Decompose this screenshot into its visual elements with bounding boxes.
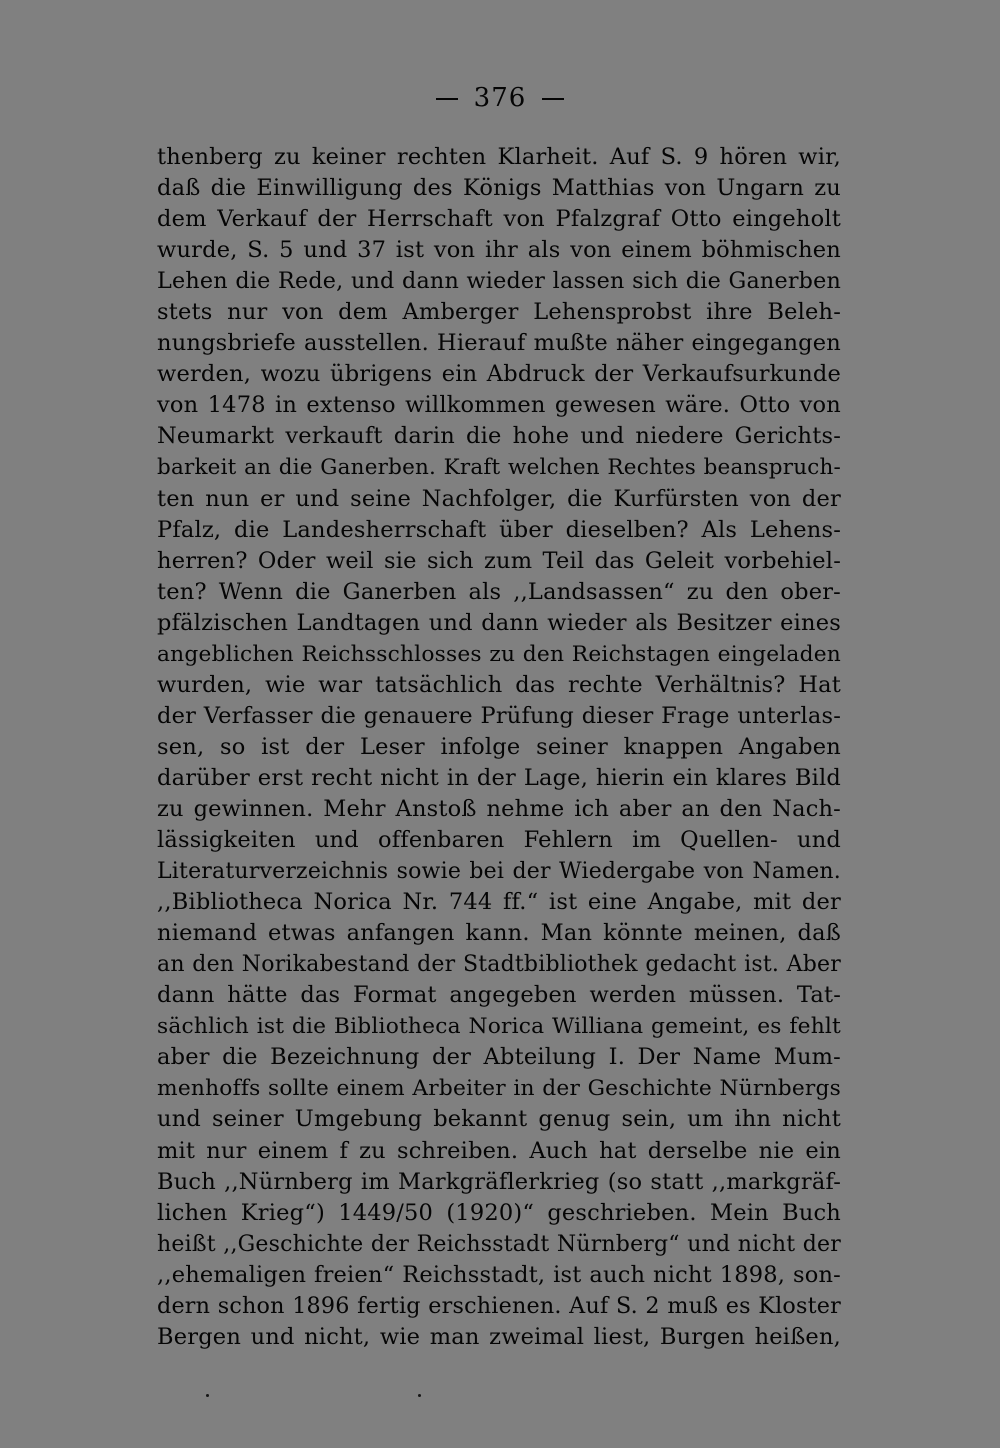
- text-line: lässigkeiten und offenbaren Fehlern im Quellen- und: [157, 827, 841, 854]
- text-line: und seiner Umgebung bekannt genug sein, um ihn nicht: [157, 1106, 841, 1133]
- text-line: sen, so ist der Leser infolge seiner knappen Angaben: [157, 733, 841, 760]
- text-line: ten nun er und seine Nachfolger, die Kurfürsten von der: [157, 485, 841, 512]
- page-number: 376: [473, 83, 527, 113]
- text-line: herren? Oder weil sie sich zum Teil das Geleit vorbehiel-: [157, 547, 841, 574]
- text-line: angeblichen Reichsschlosses zu den Reichstagen eingeladen: [157, 641, 841, 667]
- text-line: nungsbriefe ausstellen. Hierauf mußte näher eingegangen: [157, 330, 841, 357]
- text-line: niemand etwas anfangen kann. Man könnte meinen, daß: [157, 920, 841, 947]
- print-speck: [418, 1394, 421, 1397]
- text-line: heißt ,,Geschichte der Reichsstadt Nürnberg“ und nicht der: [157, 1231, 841, 1257]
- text-line: sächlich ist die Bibliotheca Norica Williana gemeint, es fehlt: [157, 1014, 841, 1040]
- text-line: thenberg zu keiner rechten Klarheit. Auf S. 9 hören wir,: [157, 144, 841, 170]
- text-line: der Verfasser die genauere Prüfung dieser Frage unterlas-: [157, 702, 841, 729]
- text-line: darüber erst recht nicht in der Lage, hierin ein klares Bild: [157, 764, 841, 791]
- text-line: an den Norikabestand der Stadtbibliothek gedacht ist. Aber: [157, 952, 841, 978]
- text-line: mit nur einem f zu schreiben. Auch hat derselbe nie ein: [157, 1137, 841, 1164]
- text-line: lichen Krieg“) 1449/50 (1920)“ geschrieben. Mein Buch: [157, 1199, 841, 1226]
- text-line: Bergen und nicht, wie man zweimal liest, Burgen heißen,: [157, 1323, 841, 1350]
- body-text: [157, 142, 841, 1353]
- header-dash-right: [542, 98, 564, 100]
- print-speck: [206, 1394, 209, 1397]
- text-line: ,,Bibliotheca Norica Nr. 744 ff.“ ist eine Angabe, mit der: [157, 889, 841, 916]
- text-line: dem Verkauf der Herrschaft von Pfalzgraf Otto eingeholt: [157, 206, 841, 233]
- text-line: dann hätte das Format angegeben werden müssen. Tat-: [157, 982, 841, 1009]
- text-line: Buch ,,Nürnberg im Markgräflerkrieg (so statt ,,markgräf-: [157, 1168, 841, 1195]
- text-line: ,,ehemaligen freien“ Reichsstadt, ist auch nicht 1898, son-: [157, 1261, 841, 1288]
- text-line: von 1478 in extenso willkommen gewesen wäre. Otto von: [157, 392, 841, 419]
- text-line: Lehen die Rede, und dann wieder lassen sich die Ganerben: [157, 268, 841, 295]
- text-line: wurde, S. 5 und 37 ist von ihr als von einem böhmischen: [157, 237, 841, 264]
- page-header: [0, 78, 1000, 118]
- text-line: Neumarkt verkauft darin die hohe und niedere Gerichts-: [157, 423, 841, 450]
- text-line: ten? Wenn die Ganerben als ,,Landsassen“ zu den ober-: [157, 578, 841, 605]
- text-line: Pfalz, die Landesherrschaft über dieselben? Als Lehens-: [157, 516, 841, 543]
- text-line: werden, wozu übrigens ein Abdruck der Verkaufsurkunde: [157, 361, 841, 388]
- text-line: stets nur von dem Amberger Lehensprobst ihre Beleh-: [157, 299, 841, 326]
- text-line: dern schon 1896 fertig erschienen. Auf S. 2 muß es Kloster: [157, 1292, 841, 1319]
- text-line: pfälzischen Landtagen und dann wieder als Besitzer eines: [157, 609, 841, 636]
- text-line: barkeit an die Ganerben. Kraft welchen Rechtes beanspruch-: [157, 455, 841, 481]
- text-line: menhoffs sollte einem Arbeiter in der Geschichte Nürnbergs: [157, 1076, 841, 1102]
- text-line: daß die Einwilligung des Königs Matthias von Ungarn zu: [157, 175, 841, 202]
- text-line: aber die Bezeichnung der Abteilung I. Der Name Mum-: [157, 1044, 841, 1071]
- text-line: zu gewinnen. Mehr Anstoß nehme ich aber an den Nach-: [157, 795, 841, 822]
- text-line: wurden, wie war tatsächlich das rechte Verhältnis? Hat: [157, 671, 841, 698]
- text-line: Literaturverzeichnis sowie bei der Wiedergabe von Namen.: [157, 859, 841, 885]
- header-dash-left: [436, 98, 458, 100]
